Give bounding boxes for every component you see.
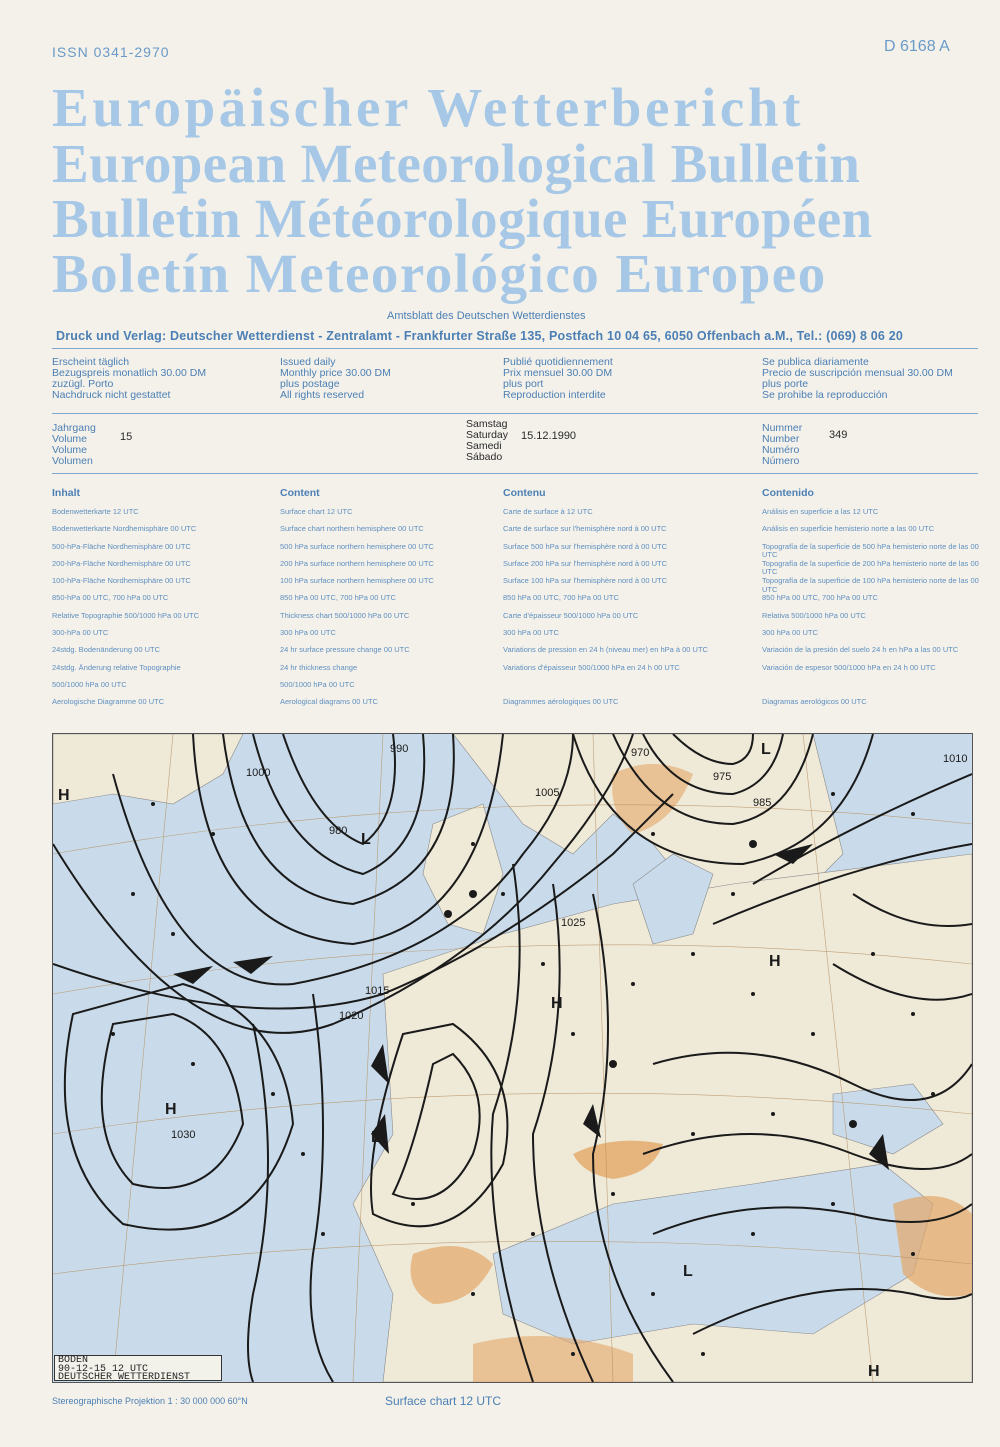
contents-item: 200-hPa-Fläche Nordhemisphäre 00 UTC: [52, 558, 191, 568]
volume-label: Jahrgang: [52, 422, 96, 434]
contents-item: Variación de la presión del suelo 24 h en hPa a las 00 UTC: [762, 645, 959, 655]
divider-bottom: [52, 473, 978, 474]
contents-item: 200 hPa surface northern hemisphere 00 UTC: [280, 558, 434, 568]
high-pressure-center: H: [58, 787, 70, 804]
contents-item: 300-hPa 00 UTC: [52, 628, 109, 638]
pub-line: Erscheint täglich: [52, 356, 130, 368]
isobar-label: 1010: [943, 753, 968, 765]
contents-english: [280, 487, 500, 716]
pub-line: plus port: [503, 378, 544, 390]
contents-item: Topografía de la superficie de 200 hPa hemisterio norte de las 00 UTC: [762, 558, 979, 577]
weather-map-svg: [53, 734, 972, 1382]
weekday-label: Samstag: [466, 418, 508, 430]
pub-line: Precio de suscripción mensual 30.00 DM: [762, 367, 953, 379]
pub-line: Issued daily: [280, 356, 336, 368]
contents-heading: Inhalt: [52, 487, 80, 499]
contents-item: Diagrammes aérologiques 00 UTC: [503, 697, 619, 707]
divider-top: [52, 348, 978, 349]
pub-line: Nachdruck nicht gestattet: [52, 389, 171, 401]
land-greenland: [53, 734, 243, 804]
official-gazette-subtitle: Amtsblatt des Deutschen Wetterdienstes: [387, 310, 586, 322]
isobar-label: 1000: [246, 767, 271, 779]
contents-item: Aerologische Diagramme 00 UTC: [52, 697, 165, 707]
contents-item: 300 hPa 00 UTC: [280, 628, 336, 638]
contents-heading: Contenu: [503, 487, 546, 499]
contents-item: Surface 500 hPa sur l'hemisphère nord à 00 UTC: [503, 541, 668, 551]
contents-item: Surface 100 hPa sur l'hemisphère nord à 00 UTC: [503, 576, 668, 586]
high-pressure-center: H: [868, 1363, 880, 1380]
volume-label: Volumen: [52, 455, 93, 467]
stamp-line: 90-12-15 12 UTC: [58, 1363, 149, 1375]
contents-item: 300 hPa 00 UTC: [503, 628, 559, 638]
publication-info-french: [503, 357, 613, 401]
isobar-label: 985: [753, 797, 772, 809]
contents-item: 850-hPa 00 UTC, 700 hPa 00 UTC: [52, 593, 169, 603]
contents-item: Topografía de la superficie de 500 hPa hemisterio norte de las 00 UTC: [762, 541, 979, 560]
weekday-label: Saturday: [466, 429, 509, 441]
contents-item: Bodenwetterkarte 12 UTC: [52, 507, 139, 516]
contents-french: [503, 487, 723, 716]
publisher-address: Druck und Verlag: Deutscher Wetterdienst - Zentralamt - Frankfurter Straße 135, Postfach 10 04 65, 6050 Offenbach a.M., Tel.: (069) 8 06 20: [56, 329, 904, 343]
contents-item: Variations d'épaisseur 500/1000 hPa en 24 h 00 UTC: [503, 662, 680, 672]
contents-item: 24 hr surface pressure change 00 UTC: [280, 645, 410, 655]
pub-line: Se prohibe la reproducción: [762, 389, 888, 401]
number-label: Número: [762, 455, 800, 467]
pub-line: plus postage: [280, 378, 340, 390]
contents-item: Bodenwetterkarte Nordhemisphäre 00 UTC: [52, 524, 197, 534]
isobar-label: 1025: [561, 917, 586, 929]
projection-note: Stereographische Projektion 1 : 30 000 000 60°N: [52, 1396, 248, 1406]
contents-item: 850 hPa 00 UTC, 700 hPa 00 UTC: [762, 593, 878, 603]
contents-spanish: [762, 487, 982, 716]
contents-item: Variations de pression en 24 h (niveau mer) en hPa à 00 UTC: [503, 645, 708, 655]
stamp-line: BODEN: [58, 1355, 89, 1366]
number-label: Number: [762, 433, 800, 445]
volume-label: Volume: [52, 444, 88, 456]
weekday-label: Samedi: [466, 440, 502, 452]
contents-heading: Contenido: [762, 487, 814, 499]
volume-number: 15: [120, 431, 133, 443]
title-english: European Meteorological Bulletin: [52, 133, 861, 194]
publication-code: D 6168 A: [884, 38, 950, 55]
contents-item: Carte de surface à 12 UTC: [503, 507, 593, 516]
pub-line: zuzügl. Porto: [52, 378, 114, 390]
contents-item: 100 hPa surface northern hemisphere 00 UTC: [280, 576, 434, 586]
number-label: Nummer: [762, 422, 803, 434]
pub-line: Reproduction interdite: [503, 389, 606, 401]
number-label: Numéro: [762, 444, 800, 456]
title-spanish: Boletín Meteorológico Europeo: [52, 243, 827, 304]
volume-label: Volume: [52, 433, 88, 445]
isobar-label: 1020: [339, 1010, 364, 1022]
map-stamp: [54, 1355, 222, 1381]
contents-item: [503, 681, 723, 698]
contents-item: 500-hPa-Fläche Nordhemisphäre 00 UTC: [52, 541, 191, 551]
isobar-label: 970: [631, 747, 650, 759]
pub-line: Publié quotidiennement: [503, 356, 613, 368]
title-german: Europäischer Wetterbericht: [52, 77, 804, 138]
contents-item: Análisis en superficie hemisterio norte a las 00 UTC: [762, 524, 935, 534]
pub-line: Prix mensuel 30.00 DM: [503, 367, 613, 379]
publication-info-english: [280, 357, 391, 401]
contents-item: Thickness chart 500/1000 hPa 00 UTC: [280, 610, 410, 620]
low-pressure-center: L: [361, 831, 371, 848]
pub-line: plus porte: [762, 378, 809, 390]
low-pressure-center: L: [761, 741, 771, 758]
contents-item: 24stdg. Bodenänderung 00 UTC: [52, 645, 160, 655]
contents-item: Relative Topographie 500/1000 hPa 00 UTC: [52, 610, 200, 620]
contents-heading: Content: [280, 487, 320, 499]
issue-date: 15.12.1990: [521, 430, 577, 442]
pub-line: Se publica diariamente: [762, 356, 869, 368]
issue-number: 349: [829, 429, 848, 441]
contents-item: 850 hPa 00 UTC, 700 hPa 00 UTC: [280, 593, 396, 603]
publication-info-spanish: [762, 357, 953, 401]
pub-line: Bezugspreis monatlich 30.00 DM: [52, 367, 207, 379]
contents-item: [762, 681, 982, 698]
weekday-labels: [466, 419, 508, 463]
volume-labels: [52, 423, 96, 467]
isobar-label: 1015: [365, 985, 390, 997]
isobar-label: 1005: [535, 787, 560, 799]
isobar-label: 980: [329, 825, 348, 837]
contents-item: Surface chart northern hemisphere 00 UTC: [280, 524, 424, 534]
contents-item: Variación de espesor 500/1000 hPa en 24 h 00 UTC: [762, 662, 936, 672]
contents-item: Aerological diagrams 00 UTC: [280, 697, 378, 707]
isobar-label: 1030: [171, 1129, 196, 1141]
low-pressure-center: L: [371, 1129, 381, 1146]
issn-number: ISSN 0341-2970: [52, 44, 170, 60]
pub-line: All rights reserved: [280, 389, 365, 401]
contents-german: [52, 487, 272, 716]
divider-middle: [52, 413, 978, 414]
contents-item: Surface chart 12 UTC: [280, 507, 353, 516]
contents-item: 24 hr thickness change: [280, 662, 358, 672]
contents-item: 300 hPa 00 UTC: [762, 628, 818, 638]
number-labels: [762, 423, 802, 467]
contents-item: Carte de surface sur l'hemisphère nord à 00 UTC: [503, 524, 667, 534]
contents-item: Diagramas aerológicos 00 UTC: [762, 697, 867, 707]
title-french: Bulletin Météorologique Européen: [52, 188, 873, 249]
contents-item: Carte d'épaisseur 500/1000 hPa 00 UTC: [503, 610, 639, 620]
high-pressure-center: H: [769, 953, 781, 970]
contents-item: 24stdg. Änderung relative Topographie: [52, 662, 181, 672]
publication-info-german: [52, 357, 206, 401]
high-pressure-center: H: [165, 1101, 177, 1118]
pub-line: Monthly price 30.00 DM: [280, 367, 391, 379]
chart-caption: Surface chart 12 UTC: [385, 1394, 502, 1408]
weekday-label: Sábado: [466, 451, 503, 463]
stamp-line: DEUTSCHER WETTERDIENST: [58, 1372, 191, 1383]
contents-item: 500/1000 hPa 00 UTC: [280, 679, 355, 689]
contents-item: Surface 200 hPa sur l'hemisphère nord à 00 UTC: [503, 558, 668, 568]
isobar-label: 990: [390, 743, 409, 755]
isobar-label: 975: [713, 771, 732, 783]
contents-item: Análisis en superficie a las 12 UTC: [762, 507, 879, 516]
contents-item: Relativa 500/1000 hPa 00 UTC: [762, 610, 866, 620]
low-pressure-center: L: [683, 1263, 693, 1280]
contents-item: 500/1000 hPa 00 UTC: [52, 679, 127, 689]
surface-weather-map: [52, 733, 973, 1383]
contents-item: 850 hPa 00 UTC, 700 hPa 00 UTC: [503, 593, 619, 603]
contents-item: Topografía de la superficie de 100 hPa hemisterio norte de las 00 UTC: [762, 576, 979, 594]
high-pressure-center: H: [551, 995, 563, 1012]
contents-item: 100-hPa-Fläche Nordhemisphäre 00 UTC: [52, 576, 191, 586]
contents-item: 500 hPa surface northern hemisphere 00 UTC: [280, 541, 434, 551]
